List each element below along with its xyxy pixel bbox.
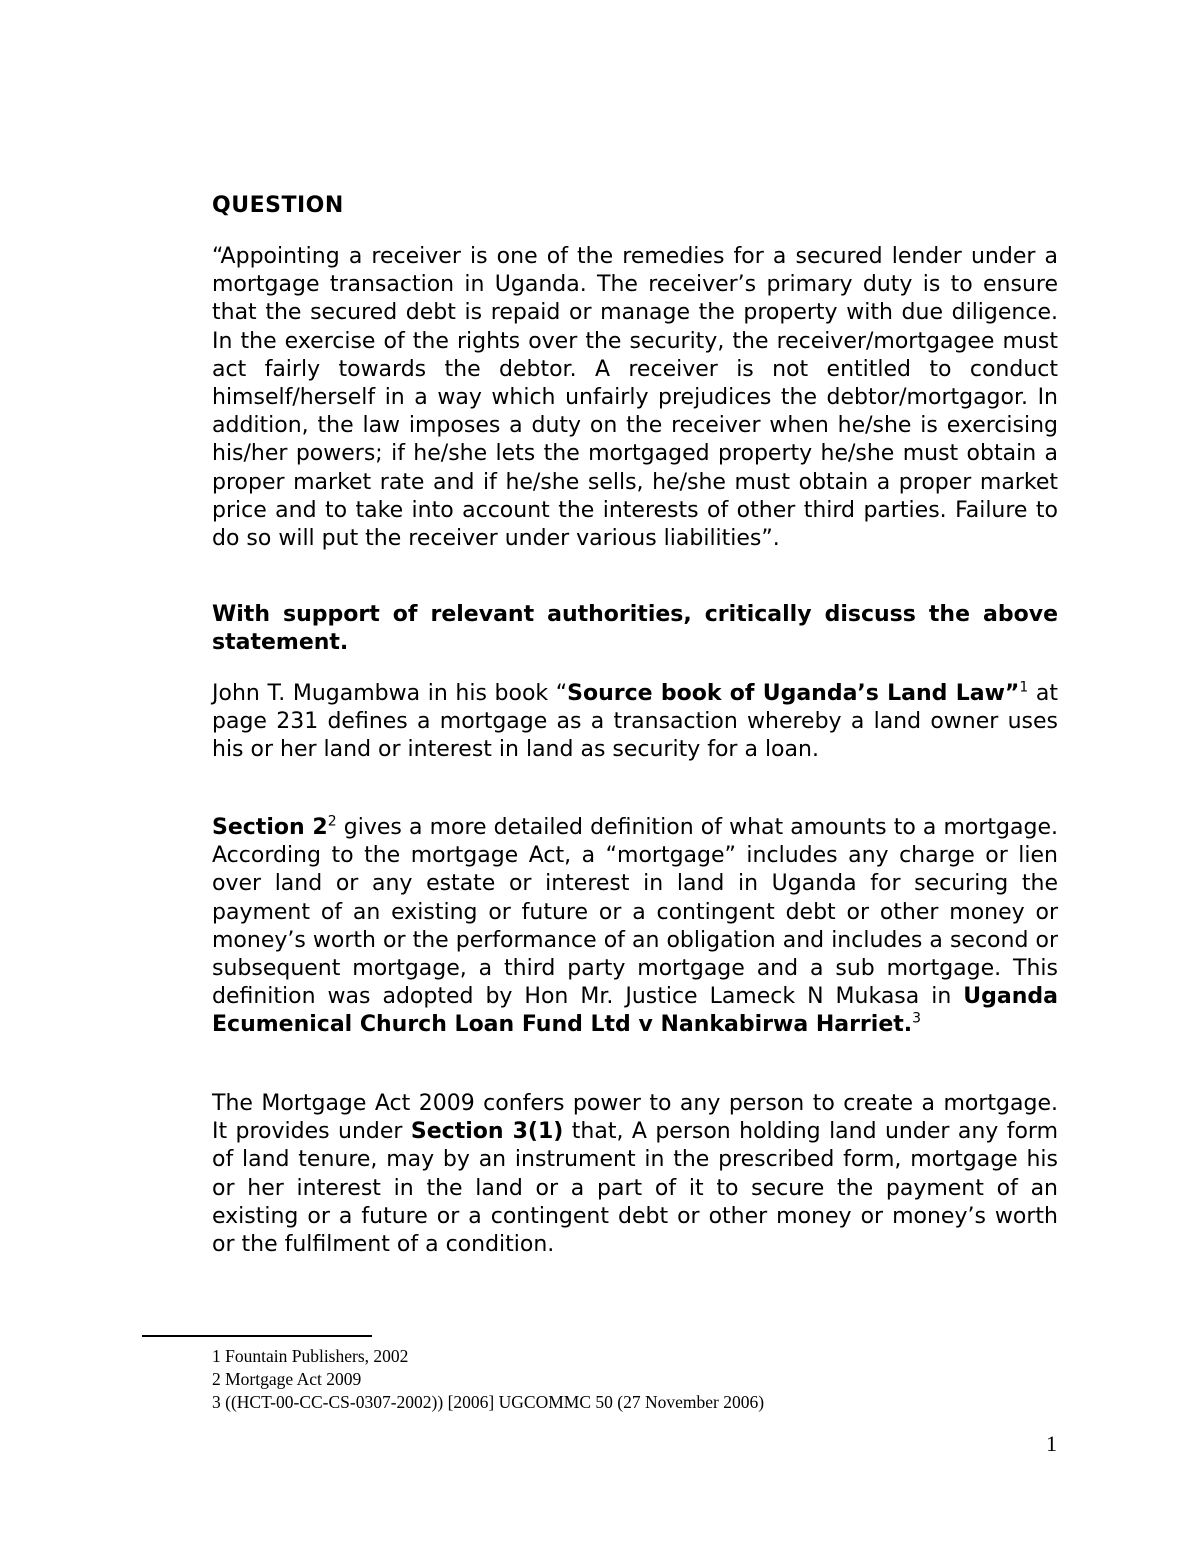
task-paragraph: With support of relevant authorities, critically discuss the above statement. [212,602,1058,656]
section-2-label: Section 2 [212,815,328,840]
act-text-a: The Mortgage Act 2009 confers power to any person to create a mortgage. It provides under [212,1091,1058,1145]
footnote-ref-3[interactable]: 3 [912,1011,922,1028]
footnote-3: 3 ((HCT-00-CC-CS-0307-2002)) [2006] UGCOMMC 50 (27 November 2006) [212,1392,765,1412]
page-number: 1 [1046,1431,1057,1456]
footnote-ref-2[interactable]: 2 [327,813,337,830]
footnotes [212,1345,764,1414]
question-heading: QUESTION [212,193,344,218]
case-name: Uganda Ecumenical Church Loan Fund Ltd v Nankabirwa Harriet. [212,984,1058,1038]
mugambwa-paragraph [212,680,1058,765]
section2-text-a: gives a more detailed definition of what amounts to a mortgage. According to the mortgage Act, a “mortgage” includes any charge or lien over land or any estate or interest in land in Uganda for securing the payment of an existing or future or a contingent debt or other money or money’s worth or the performance of an obligation and includes a second or subsequent mortgage, a third party mortgage and a sub mortgage. This definition was adopted by Hon Mr. Justice Lameck N Mukasa in [212,815,1058,1010]
mugambwa-text-b: at page 231 defines a mortgage as a transaction whereby a land owner uses his or her land or interest in land as security for a loan. [212,681,1058,763]
act-text-b: that, A person holding land under any form of land tenure, may by an instrument in the prescribed form, mortgage his or her interest in the land or a part of it to secure the payment of an existing or a future or a contingent debt or other money or money’s worth or the fulfilment of a condition. [212,1119,1058,1258]
footnote-2: 2 Mortgage Act 2009 [212,1369,362,1389]
section2-paragraph [212,814,1058,1040]
quote-paragraph: “Appointing a receiver is one of the remedies for a secured lender under a mortgage transaction in Uganda. The receiver’s primary duty is to ensure that the secured debt is repaid or manage the property with due diligence. In the exercise of the rights over the security, the receiver/mortgagee must act fairly towards the debtor. A receiver is not entitled to conduct himself/herself in a way which unfairly prejudices the debtor/mortgagor. In addition, the law imposes a duty on the receiver when he/she is exercising his/her powers; if he/she lets the mortgaged property he/she must obtain a proper market rate and if he/she sells, he/she must obtain a proper market price and to take into account the interests of other third parties. Failure to do so will put the receiver under various liabilities”. [212,244,1058,552]
book-title: Source book of Uganda’s Land Law” [567,681,1020,706]
section-3-1-label: Section 3(1) [410,1119,564,1145]
mortgage-act-paragraph [212,1090,1058,1259]
footnote-1: 1 Fountain Publishers, 2002 [212,1346,409,1366]
footnote-separator [142,1335,372,1337]
footnote-ref-1[interactable]: 1 [1019,679,1029,696]
mugambwa-text-a: John T. Mugambwa in his book “ [212,681,568,706]
